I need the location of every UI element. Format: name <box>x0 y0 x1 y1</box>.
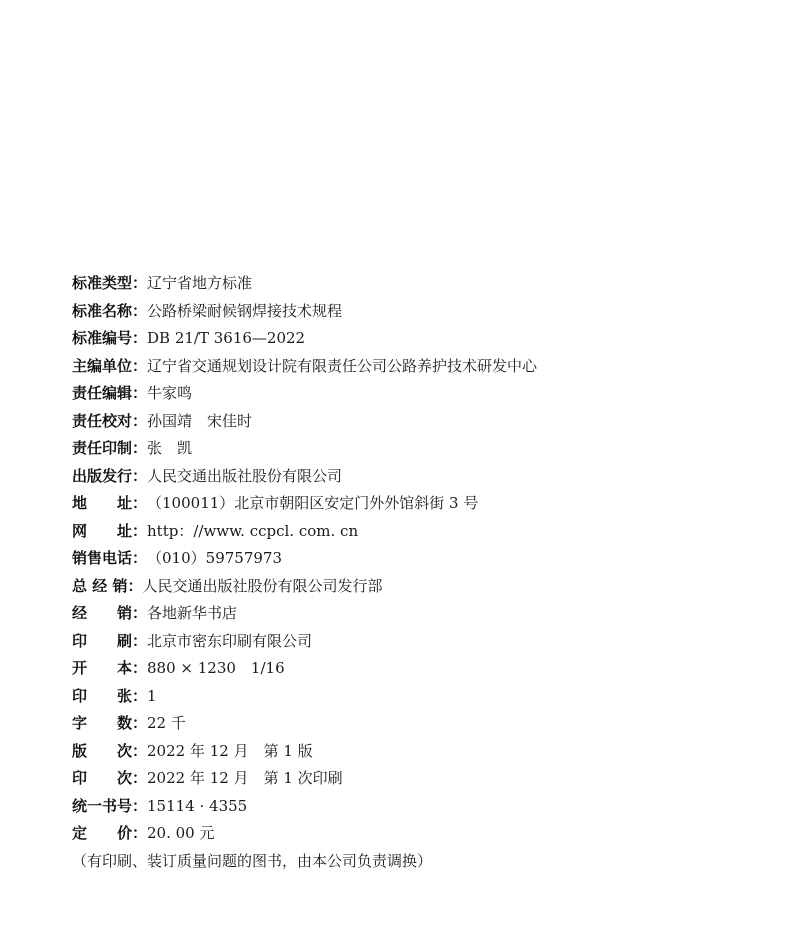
row-proofreader <box>72 408 772 436</box>
quality-note: （有印刷、装订质量问题的图书，由本公司负责调换） <box>72 852 433 870</box>
row-distributor <box>72 600 772 628</box>
field-label: 地 址： <box>72 494 148 512</box>
colophon-block <box>72 270 772 848</box>
row-printer <box>72 628 772 656</box>
row-general-distributor <box>72 573 772 601</box>
field-value: （010）59757973 <box>147 549 282 567</box>
field-value: 2022 年 12 月 第 1 版 <box>147 741 313 760</box>
field-label: 统一书号： <box>72 796 148 815</box>
field-value: （100011）北京市朝阳区安定门外外馆斜街 3 号 <box>147 494 479 512</box>
field-value: 辽宁省地方标准 <box>147 274 253 292</box>
row-book-number <box>72 793 772 821</box>
field-label: 版 次： <box>72 741 148 760</box>
field-value: 孙国靖 宋佳时 <box>147 411 253 430</box>
row-standard-number <box>72 325 772 353</box>
row-standard-name <box>72 298 772 326</box>
row-format <box>72 655 772 683</box>
row-chief-editor-unit <box>72 353 772 381</box>
row-standard-type <box>72 270 772 298</box>
field-label: 销售电话： <box>72 549 148 567</box>
field-label: 印 刷： <box>72 631 148 650</box>
row-sales-phone <box>72 545 772 573</box>
field-label: 定 价： <box>72 824 148 842</box>
field-value: 2022 年 12 月 第 1 次印刷 <box>147 769 343 787</box>
field-value: 880 × 1230 1/16 <box>147 659 285 677</box>
row-edition <box>72 738 772 766</box>
field-label: 责任校对： <box>72 411 148 430</box>
row-responsible-editor <box>72 380 772 408</box>
row-publisher <box>72 463 772 491</box>
field-value: 1 <box>147 686 157 705</box>
field-value: http：//www. ccpcl. com. cn <box>147 521 359 540</box>
row-printed-sheets <box>72 683 772 711</box>
field-label: 字 数： <box>72 714 148 732</box>
row-website <box>72 518 772 546</box>
row-address <box>72 490 772 518</box>
field-value: DB 21/T 3616—2022 <box>147 329 306 347</box>
field-value: 22 千 <box>147 714 186 732</box>
field-label: 经 销： <box>72 604 148 622</box>
field-label: 开 本： <box>72 659 148 677</box>
row-price <box>72 820 772 848</box>
row-word-count <box>72 710 772 738</box>
field-label: 印 次： <box>72 769 148 787</box>
field-label: 网 址： <box>72 521 148 540</box>
field-value: 牛家鸣 <box>147 384 193 402</box>
field-value: 各地新华书店 <box>147 604 238 622</box>
field-value: 人民交通出版社股份有限公司发行部 <box>142 576 383 595</box>
row-printing <box>72 765 772 793</box>
field-label: 总 经 销： <box>72 576 143 595</box>
field-label: 责任印制： <box>72 439 148 457</box>
field-value: 公路桥梁耐候钢焊接技术规程 <box>147 301 343 320</box>
field-label: 标准编号： <box>72 329 148 347</box>
field-value: 15114 · 4355 <box>147 796 248 815</box>
field-value: 北京市密东印刷有限公司 <box>147 631 313 650</box>
field-label: 标准类型： <box>72 274 148 292</box>
field-value: 张 凯 <box>147 439 193 457</box>
row-print-supervisor <box>72 435 772 463</box>
field-value: 人民交通出版社股份有限公司 <box>147 466 343 485</box>
field-label: 责任编辑： <box>72 384 148 402</box>
field-label: 出版发行： <box>72 466 148 485</box>
field-value: 20. 00 元 <box>147 824 215 842</box>
field-label: 标准名称： <box>72 301 148 320</box>
field-label: 主编单位： <box>72 356 148 375</box>
field-label: 印 张： <box>72 686 148 705</box>
field-value: 辽宁省交通规划设计院有限责任公司公路养护技术研发中心 <box>147 356 538 375</box>
